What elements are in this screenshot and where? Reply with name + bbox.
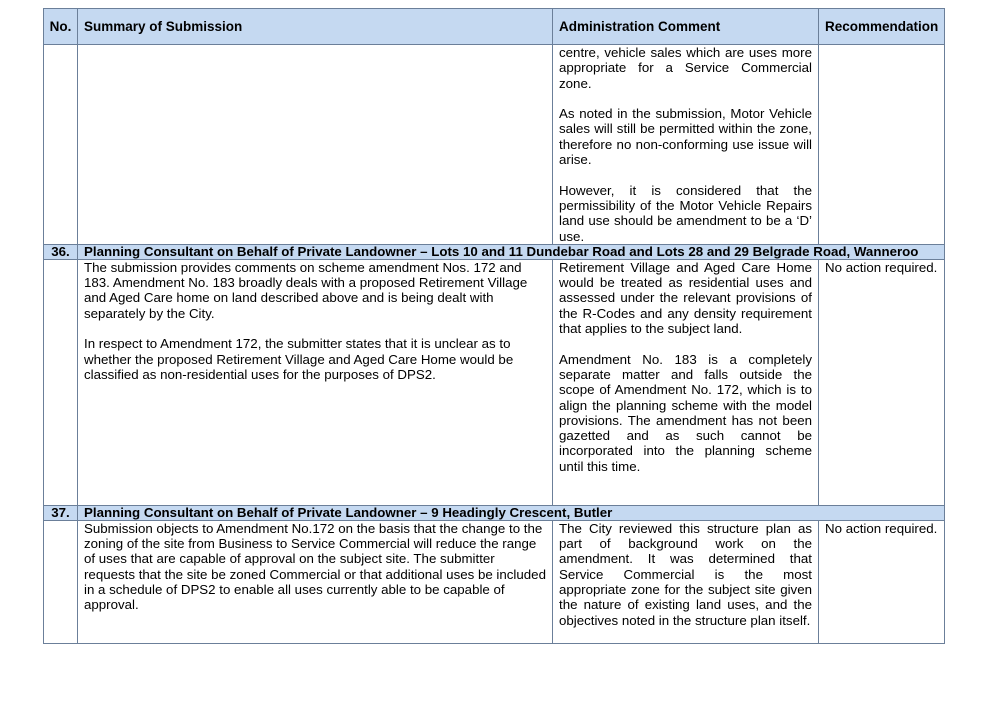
table-row [44,520,945,643]
submissions-table [43,8,945,644]
admin-paragraph: As noted in the submission, Motor Vehicle sales will still be permitted within the zone, therefore no non-conforming use issue will arise. [559,106,812,168]
cell-recommendation: No action required. [819,520,945,643]
cell-no [44,520,78,643]
cell-summary [78,259,553,505]
summary-paragraph: In respect to Amendment 172, the submitter states that it is unclear as to whether the proposed Retirement Village and Aged Care Home would be classified as non-residential uses for the purposes of DPS2. [84,336,514,382]
section-title: Planning Consultant on Behalf of Private Landowner – Lots 10 and 11 Dundebar Road and Lots 28 and 29 Belgrade Road, Wanneroo [78,244,945,259]
admin-paragraph: However, it is considered that the permissibility of the Motor Vehicle Repairs land use should be amendment to be a ‘D’ use. [559,182,812,244]
admin-paragraph: The City reviewed this structure plan as part of background work on the amendment. It was determined that Service Commercial is the most appropriate zone for the subject site given the nature of existing land uses, and the objectives noted in the structure plan itself. [559,520,812,628]
cell-admin [553,45,819,245]
header-summary: Summary of Submission [78,9,553,45]
cell-summary [78,45,553,245]
cell-no [44,45,78,245]
admin-paragraph: centre, vehicle sales which are uses more appropriate for a Service Commercial zone. [559,45,812,91]
admin-paragraph: Retirement Village and Aged Care Home would be treated as residential uses and assessed under the relevant provisions of the R-Codes and any density requirement that applies to the subject land. [559,259,812,337]
cell-admin [553,259,819,505]
header-recommendation: Recommendation [819,9,945,45]
section-header-row [44,505,945,520]
cell-recommendation: No action required. [819,259,945,505]
section-title: Planning Consultant on Behalf of Private Landowner – 9 Headingly Crescent, Butler [78,505,945,520]
table-header-row [44,9,945,45]
section-no: 36. [44,244,78,259]
cell-recommendation [819,45,945,245]
summary-paragraph: The submission provides comments on scheme amendment Nos. 172 and 183. Amendment No. 183 broadly deals with a proposed Retirement Village and Aged Care home on land described above and is being dealt with separately by the City. [84,259,528,321]
header-no: No. [44,9,78,45]
section-header-row [44,244,945,259]
summary-paragraph: Submission objects to Amendment No.172 on the basis that the change to the zoning of the site from Business to Service Commercial will reduce the range of uses that are capable of approval on the subject site. The submitter requests that the site be zoned Commercial or that additional uses be included in a schedule of DPS2 to enable all uses currently able to be capable of approval. [84,520,546,613]
table-row [44,259,945,505]
cell-admin [553,520,819,643]
cell-no [44,259,78,505]
admin-paragraph: Amendment No. 183 is a completely separate matter and falls outside the scope of Amendment No. 172, which is to align the planning scheme with the model provisions. The amendment has not been gazetted and as such cannot be incorporated into the planning scheme until this time. [559,351,812,474]
header-admin: Administration Comment [553,9,819,45]
cell-summary [78,520,553,643]
table-row-continued [44,45,945,245]
section-no: 37. [44,505,78,520]
